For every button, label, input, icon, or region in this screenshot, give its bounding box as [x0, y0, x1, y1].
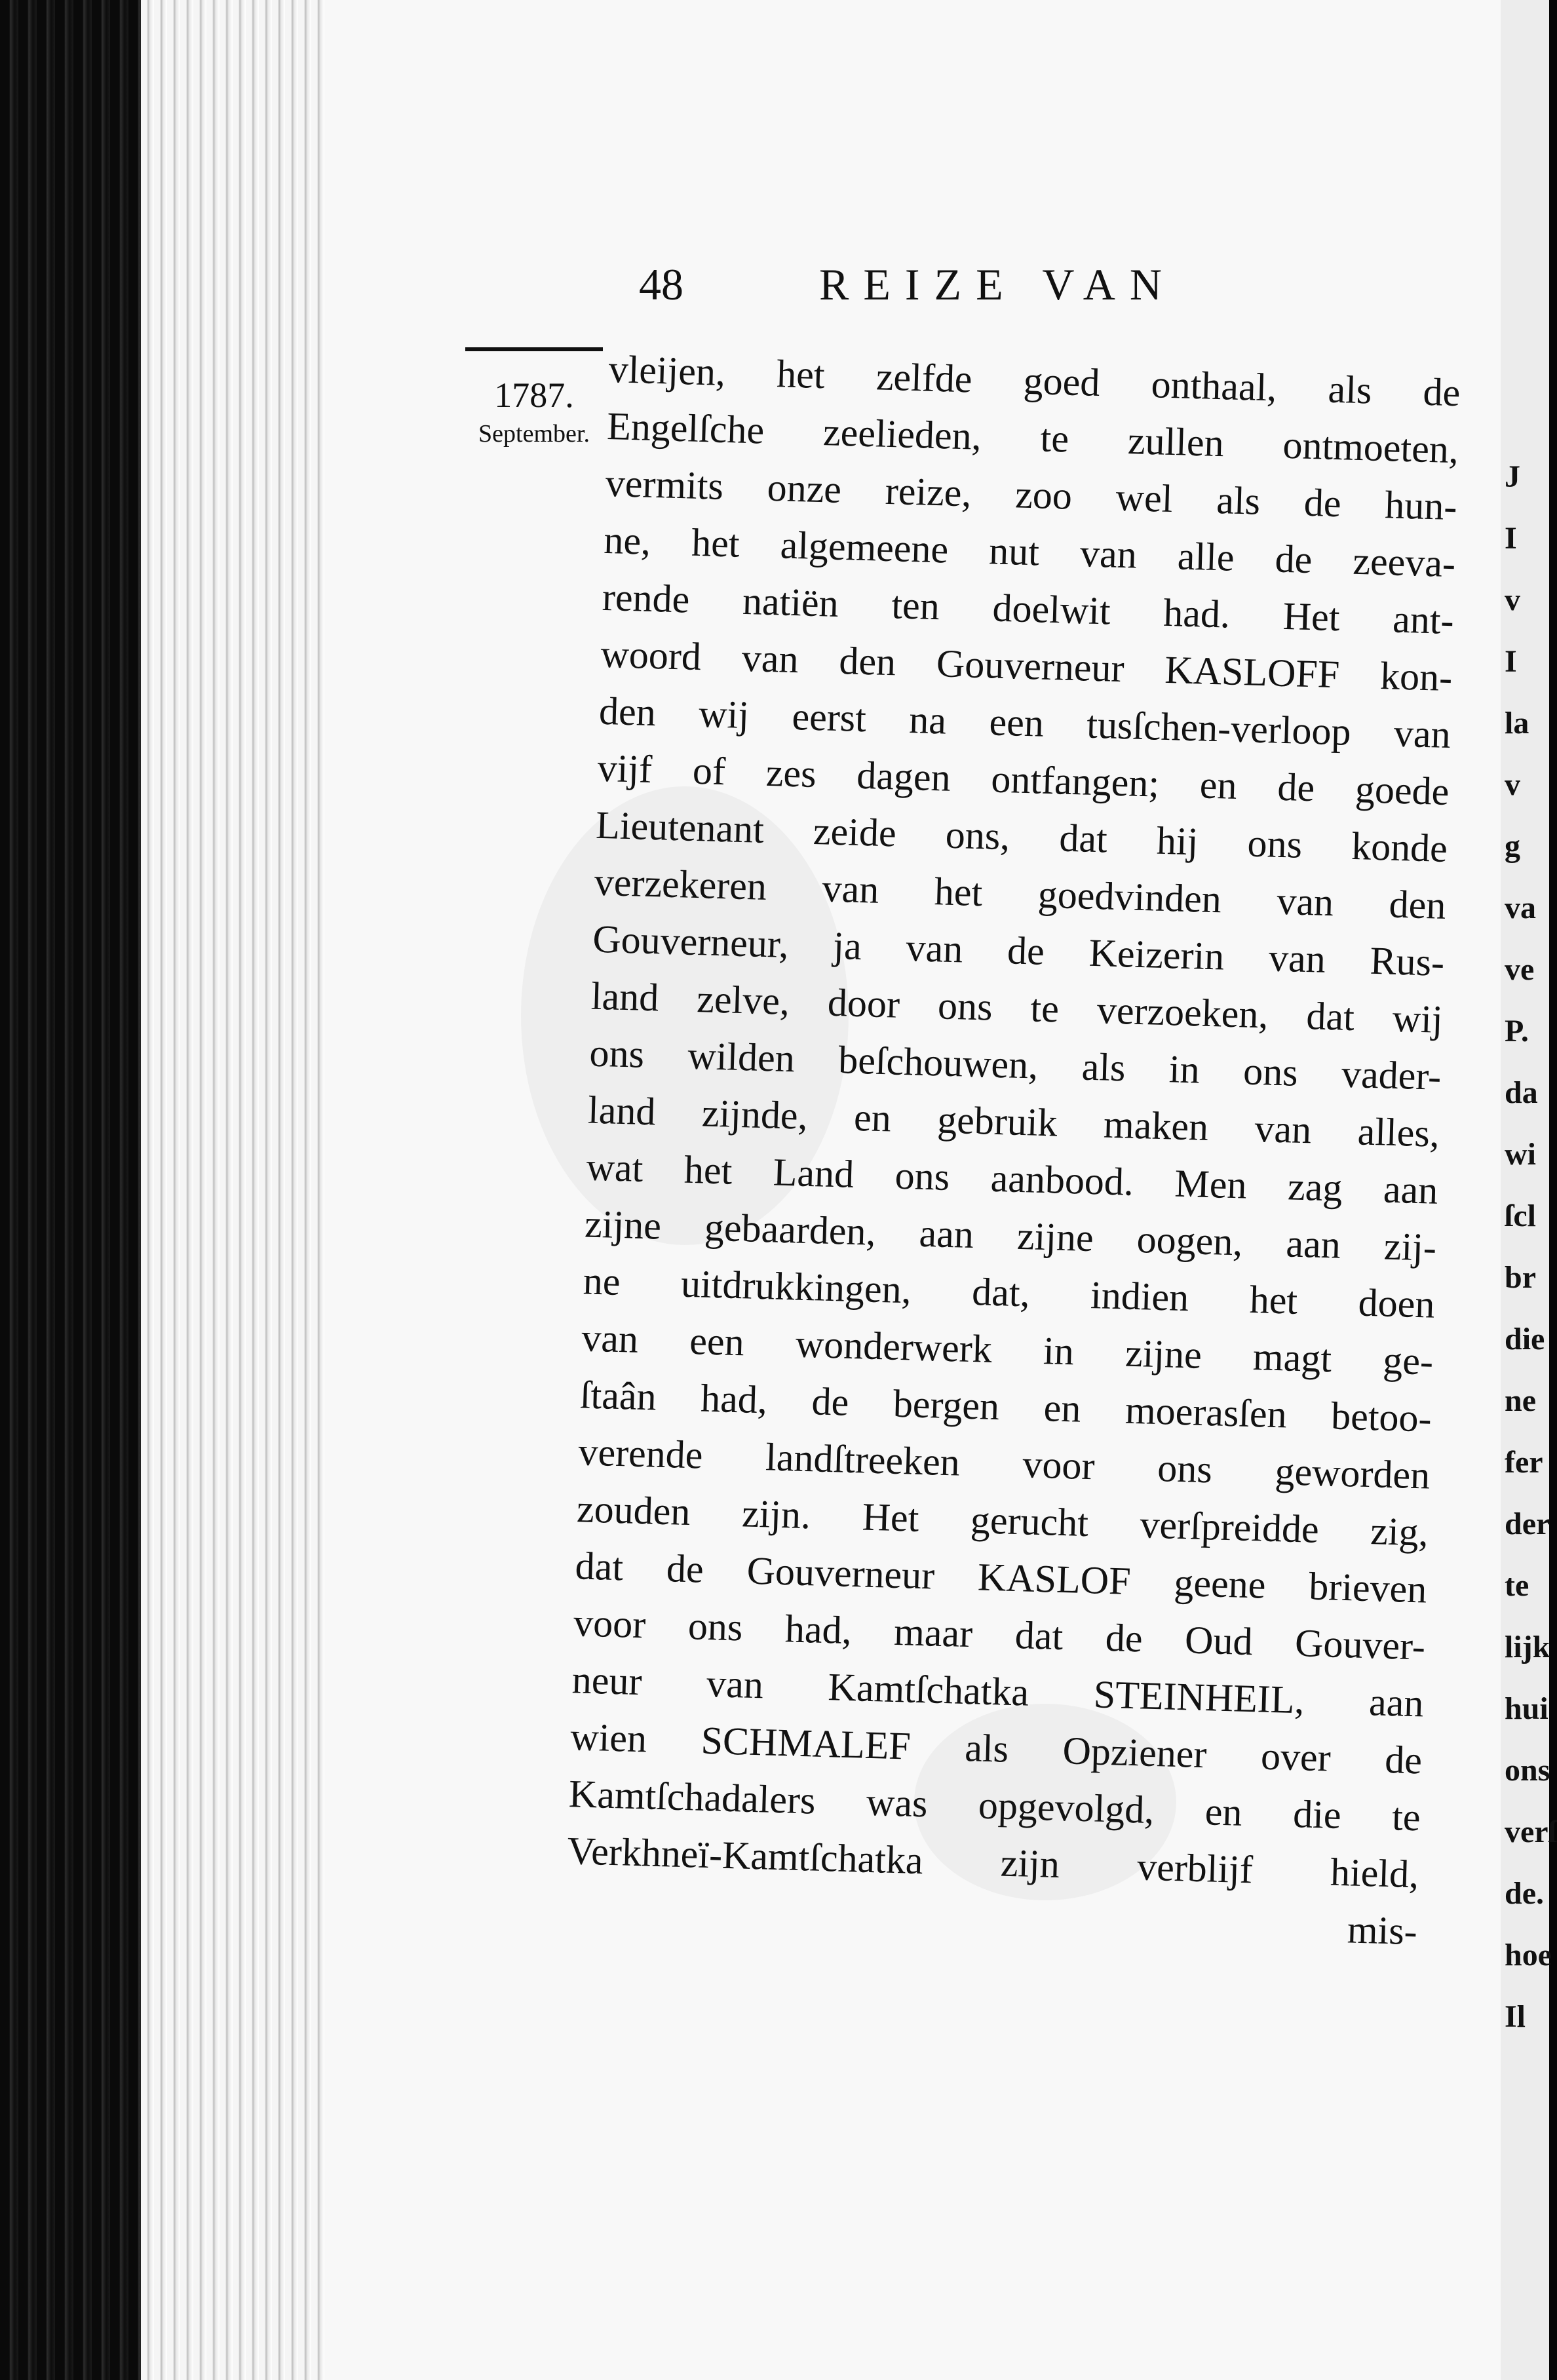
facing-page-fragment: der: [1505, 1507, 1550, 1541]
text-line: ſtaân had, de bergen en moerasſen betoo-: [579, 1373, 1432, 1440]
text-line: ne uitdrukkingen, dat, indien het doen: [583, 1259, 1436, 1326]
page-header: [315, 259, 1245, 318]
text-line: verende landſtreeken voor ons geworden: [577, 1430, 1431, 1497]
text-line: Engelſche zeelieden, te zullen ontmoeten,: [606, 404, 1459, 472]
text-line: vermits onze reize, zoo wel als de hun-: [605, 461, 1458, 529]
facing-page-fragment: ons: [1505, 1753, 1550, 1788]
facing-page-fragment: te: [1505, 1568, 1529, 1603]
text-line: vleijen, het zelfde goed onthaal, als de: [607, 347, 1461, 415]
text-line: zouden zijn. Het gerucht verſpreidde zig,: [576, 1487, 1429, 1554]
facing-page-fragment: ne: [1505, 1383, 1536, 1418]
facing-page-fragment: lijk: [1505, 1630, 1550, 1664]
margin-month: September.: [478, 420, 590, 448]
text-line: ne, het algemeene nut van alle de zeeva-: [603, 518, 1456, 586]
facing-page-fragment: va: [1505, 891, 1536, 925]
book-spine: [0, 0, 144, 2380]
facing-page: [1501, 0, 1557, 2380]
text-line: ons wilden beſchouwen, als in ons vader-: [588, 1031, 1442, 1098]
facing-page-fragment: br: [1505, 1260, 1536, 1295]
page-edges: [141, 0, 324, 2380]
text-line: van een wonderwerk in zijne magt ge-: [581, 1316, 1434, 1383]
facing-page-fragment: fer: [1505, 1445, 1543, 1480]
facing-page-fragment: v: [1505, 583, 1520, 617]
text-line: Gouverneur, ja van de Keizerin van Rus-: [592, 917, 1445, 984]
facing-page-fragment: ſcl: [1505, 1199, 1536, 1233]
facing-page-fragment: I: [1505, 521, 1517, 556]
text-line: zijne gebaarden, aan zijne oogen, aan zij-: [584, 1202, 1437, 1269]
facing-page-fragment: P.: [1505, 1014, 1529, 1048]
facing-page-fragment: Il: [1505, 1999, 1526, 2034]
facing-page-fragment: hoe: [1505, 1938, 1552, 1972]
facing-page-fragment: g: [1505, 829, 1520, 864]
text-line: verzekeren van het goedvinden van den: [594, 860, 1447, 927]
page-number: 48: [639, 259, 683, 309]
facing-page-fragment: die: [1505, 1322, 1545, 1356]
body-text: [565, 341, 1461, 1960]
margin-rule: [465, 347, 603, 351]
text-line: neur van Kamtſchatka STEINHEIL, aan: [571, 1658, 1425, 1725]
facing-page-fragment: J: [1505, 459, 1520, 494]
text-line: voor ons had, maar dat de Oud Gouver-: [573, 1601, 1426, 1668]
text-line: rende natiën ten doelwit had. Het ant-: [602, 575, 1455, 643]
text-line: wien SCHMALEF als Opziener over de: [569, 1715, 1423, 1782]
facing-page-fragment: verſ: [1505, 1814, 1557, 1849]
running-head: REIZE VAN: [819, 259, 1176, 309]
text-line: vijf of zes dagen ontfangen; en de goede: [596, 746, 1450, 814]
text-line: wat het Land ons aanbood. Men zag aan: [585, 1145, 1439, 1212]
catchword: mis-: [1347, 1908, 1418, 1953]
facing-page-fragment: la: [1505, 706, 1529, 740]
facing-page-fragment: de.: [1505, 1876, 1544, 1911]
text-line: dat de Gouverneur KASLOF geene brieven: [574, 1544, 1428, 1611]
text-line: Verkhneï-Kamtſchatka zijn verblijf hield,: [566, 1829, 1420, 1896]
text-line: land zelve, door ons te verzoeken, dat wij: [590, 974, 1444, 1041]
text-line: den wij eerst na een tusſchen-verloop van: [598, 689, 1451, 757]
facing-page-fragment: wi: [1505, 1137, 1536, 1172]
margin-year: 1787.: [494, 375, 574, 415]
text-line: land zijnde, en gebruik maken van alles,: [587, 1088, 1440, 1155]
facing-page-fragment: v: [1505, 767, 1520, 802]
text-line: Kamtſchadalers was opgevolgd, en die te: [568, 1772, 1421, 1839]
facing-page-fragment: hui: [1505, 1691, 1548, 1726]
facing-page-fragment: da: [1505, 1075, 1538, 1110]
facing-page-fragment: ve: [1505, 952, 1535, 987]
text-line: Lieutenant zeide ons, dat hij ons konde: [595, 803, 1448, 870]
text-line: woord van den Gouverneur KASLOFF kon-: [600, 632, 1453, 700]
facing-page-fragment: I: [1505, 644, 1517, 679]
